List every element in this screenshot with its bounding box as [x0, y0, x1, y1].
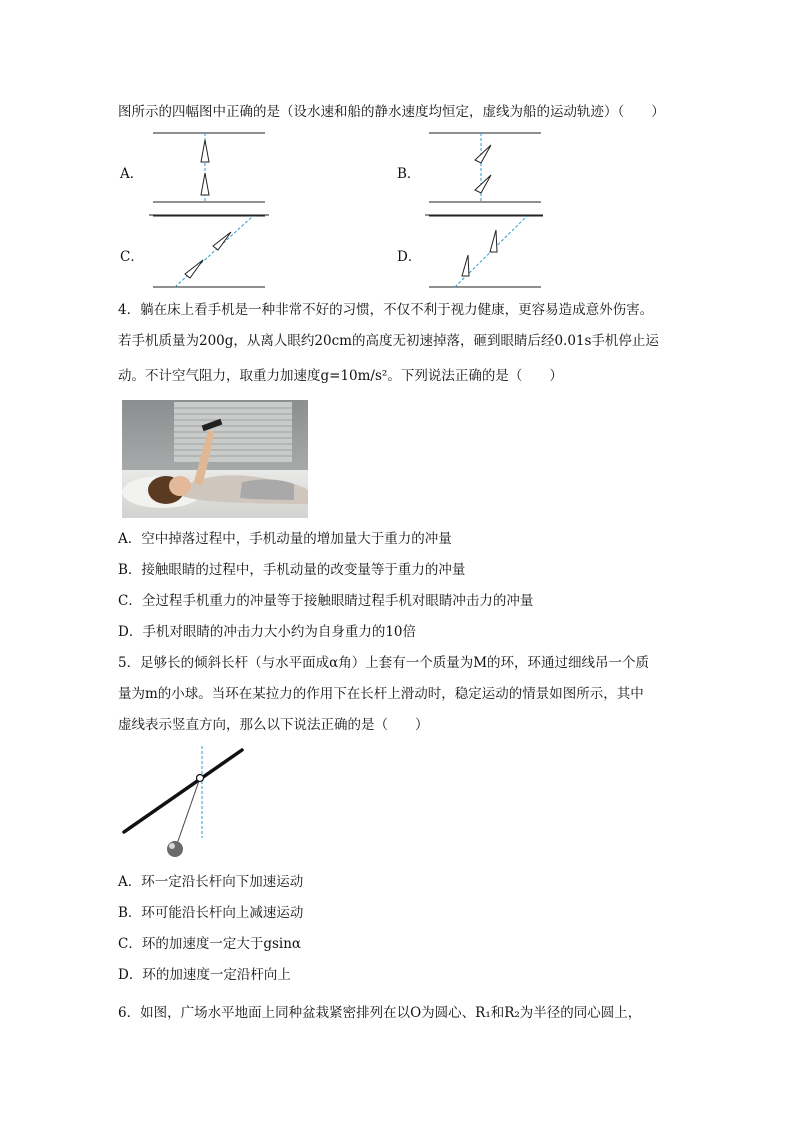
- q5-stem-line2: 量为m的小球。当环在某拉力的作用下在长杆上滑动时，稳定运动的情景如图所示，其中: [118, 686, 644, 702]
- q3-diagram-d: [423, 210, 553, 295]
- q6-stem-line1: 6．如图，广场水平地面上同种盆栽紧密排列在以O为圆心、R₁和R₂为半径的同心圆上，: [118, 1005, 642, 1021]
- q3-diagram-a: [145, 125, 275, 220]
- q5-option-b: B．环可能沿长杆向上减速运动: [118, 905, 304, 921]
- q4-stem-line3: 动。不计空气阻力，取重力加速度g=10m/s²。下列说法正确的是（ ）: [118, 368, 563, 384]
- q5-option-a: A．环一定沿长杆向下加速运动: [118, 874, 304, 890]
- q5-diagram-rod-ring-ball: [118, 740, 248, 860]
- q3-option-d-label: D．: [397, 249, 422, 265]
- q4-option-b: B．接触眼睛的过程中，手机动量的改变量等于重力的冲量: [118, 562, 466, 578]
- q4-stem-line1: 4．躺在床上看手机是一种非常不好的习惯，不仅不利于视力健康，更容易造成意外伤害。: [118, 302, 654, 318]
- q4-option-d: D．手机对眼睛的冲击力大小约为自身重力的10倍: [118, 624, 417, 640]
- q4-photo-woman-in-bed: [122, 400, 308, 518]
- q5-stem-line3: 虚线表示竖直方向，那么以下说法正确的是（ ）: [118, 717, 429, 733]
- q5-option-c: C．环的加速度一定大于gsinα: [118, 936, 302, 952]
- q5-stem-line1: 5．足够长的倾斜长杆（与水平面成α角）上套有一个质量为M的环，环通过细线吊一个质: [118, 655, 650, 671]
- q3-diagram-c: [145, 210, 275, 295]
- q3-option-a-label: A．: [120, 166, 144, 182]
- q3-stem: 图所示的四幅图中正确的是（设水速和船的静水速度均恒定，虚线为船的运动轨迹）（ ）: [118, 104, 665, 120]
- q4-option-c: C．全过程手机重力的冲量等于接触眼睛过程手机对眼睛冲击力的冲量: [118, 593, 534, 609]
- q4-stem-line2: 若手机质量为200g，从离人眼约20cm的高度无初速掉落，砸到眼睛后经0.01s手机停止运: [118, 333, 659, 349]
- q3-option-c-label: C．: [120, 249, 144, 265]
- q3-diagram-b: [423, 125, 553, 220]
- q5-option-d: D．环的加速度一定沿杆向上: [118, 967, 291, 983]
- q3-option-b-label: B．: [397, 166, 421, 182]
- q4-option-a: A．空中掉落过程中，手机动量的增加量大于重力的冲量: [118, 531, 452, 547]
